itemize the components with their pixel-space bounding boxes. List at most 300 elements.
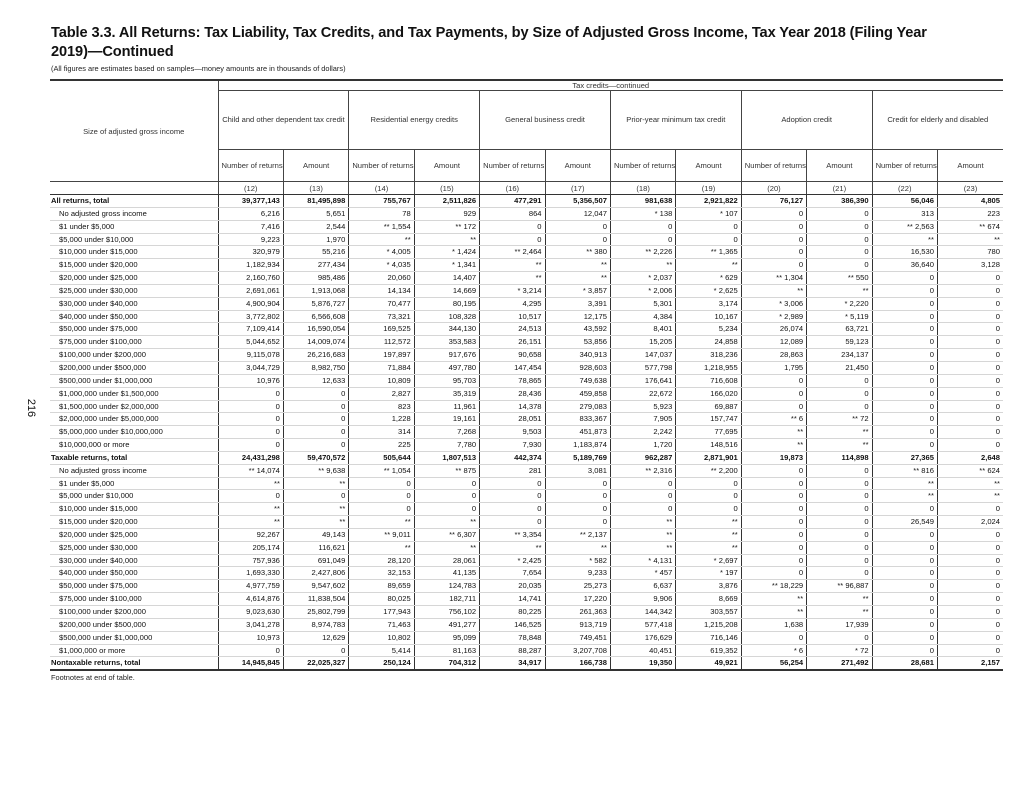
cell-value: 3,044,729: [218, 361, 283, 374]
cell-value: 716,146: [676, 631, 741, 644]
cell-value: 0: [741, 259, 806, 272]
cell-value: 386,390: [807, 195, 872, 208]
column-number: (16): [480, 182, 545, 195]
cell-value: 2,511,826: [414, 195, 479, 208]
cell-value: 108,328: [414, 310, 479, 323]
cell-value: 0: [480, 490, 545, 503]
super-header: Tax credits—continued: [218, 80, 1003, 91]
row-label: $10,000,000 or more: [50, 439, 218, 452]
cell-value: 3,128: [937, 259, 1003, 272]
cell-value: 0: [545, 477, 610, 490]
cell-value: 0: [218, 413, 283, 426]
cell-value: 0: [807, 567, 872, 580]
amount-header: Amount: [676, 150, 741, 182]
cell-value: 0: [676, 490, 741, 503]
cell-value: 0: [414, 477, 479, 490]
cell-value: 0: [937, 284, 1003, 297]
cell-value: 4,900,904: [218, 297, 283, 310]
cell-value: **: [807, 593, 872, 606]
cell-value: 0: [807, 220, 872, 233]
cell-value: 22,025,327: [283, 657, 348, 670]
cell-value: 17,220: [545, 593, 610, 606]
cell-value: 271,492: [807, 657, 872, 670]
cell-value: 10,517: [480, 310, 545, 323]
cell-value: 2,160,760: [218, 272, 283, 285]
cell-value: **: [741, 593, 806, 606]
cell-value: 10,809: [349, 374, 414, 387]
cell-value: 353,583: [414, 336, 479, 349]
cell-value: * 197: [676, 567, 741, 580]
group-header: Prior-year minimum tax credit: [610, 91, 741, 150]
cell-value: 0: [872, 503, 937, 516]
table-row: [50, 323, 1003, 336]
cell-value: 0: [610, 503, 675, 516]
cell-value: 0: [937, 426, 1003, 439]
cell-value: 169,525: [349, 323, 414, 336]
cell-value: 0: [741, 541, 806, 554]
cell-value: * 3,006: [741, 297, 806, 310]
cell-value: **: [414, 233, 479, 246]
row-label: $10,000 under $15,000: [50, 246, 218, 259]
group-header: Credit for elderly and disabled: [872, 91, 1003, 150]
row-label: $5,000 under $10,000: [50, 490, 218, 503]
cell-value: 344,130: [414, 323, 479, 336]
cell-value: * 3,214: [480, 284, 545, 297]
cell-value: 59,470,572: [283, 451, 348, 464]
cell-value: 90,658: [480, 349, 545, 362]
cell-value: 234,137: [807, 349, 872, 362]
column-number: (23): [937, 182, 1003, 195]
number-of-returns-header: Number of returns: [218, 150, 283, 182]
cell-value: 704,312: [414, 657, 479, 670]
number-of-returns-header: Number of returns: [741, 150, 806, 182]
cell-value: **: [741, 606, 806, 619]
cell-value: 0: [283, 413, 348, 426]
cell-value: 0: [872, 618, 937, 631]
cell-value: 12,633: [283, 374, 348, 387]
table-row: [50, 426, 1003, 439]
cell-value: 0: [283, 490, 348, 503]
row-label: $30,000 under $40,000: [50, 554, 218, 567]
number-of-returns-header: Number of returns: [872, 150, 937, 182]
cell-value: 4,614,876: [218, 593, 283, 606]
cell-value: * 2,989: [741, 310, 806, 323]
cell-value: 0: [872, 400, 937, 413]
cell-value: 43,592: [545, 323, 610, 336]
table-row: [50, 554, 1003, 567]
cell-value: 88,287: [480, 644, 545, 657]
cell-value: **: [676, 516, 741, 529]
cell-value: **: [414, 541, 479, 554]
cell-value: 26,074: [741, 323, 806, 336]
cell-value: 12,089: [741, 336, 806, 349]
cell-value: 0: [937, 593, 1003, 606]
cell-value: ** 624: [937, 464, 1003, 477]
cell-value: 3,772,802: [218, 310, 283, 323]
amount-header: Amount: [545, 150, 610, 182]
table-row: [50, 541, 1003, 554]
table-row: [50, 631, 1003, 644]
cell-value: 9,503: [480, 426, 545, 439]
cell-value: 0: [872, 374, 937, 387]
table-row: [50, 567, 1003, 580]
cell-value: 0: [937, 631, 1003, 644]
cell-value: 0: [741, 631, 806, 644]
table-row: [50, 606, 1003, 619]
table-row: [50, 413, 1003, 426]
column-number: (17): [545, 182, 610, 195]
cell-value: 0: [807, 490, 872, 503]
cell-value: 2,544: [283, 220, 348, 233]
cell-value: 1,720: [610, 439, 675, 452]
cell-value: 0: [741, 477, 806, 490]
cell-value: **: [741, 439, 806, 452]
cell-value: 0: [480, 220, 545, 233]
cell-value: 89,659: [349, 580, 414, 593]
cell-value: 4,384: [610, 310, 675, 323]
cell-value: 225: [349, 439, 414, 452]
table-row: [50, 195, 1003, 208]
cell-value: 80,195: [414, 297, 479, 310]
cell-value: **: [610, 528, 675, 541]
cell-value: **: [741, 426, 806, 439]
group-header: Child and other dependent tax credit: [218, 91, 349, 150]
cell-value: **: [807, 426, 872, 439]
column-number: (14): [349, 182, 414, 195]
cell-value: * 138: [610, 207, 675, 220]
cell-value: 28,436: [480, 387, 545, 400]
cell-value: 318,236: [676, 349, 741, 362]
cell-value: 8,669: [676, 593, 741, 606]
table-row: [50, 246, 1003, 259]
cell-value: 39,377,143: [218, 195, 283, 208]
cell-value: 1,182,934: [218, 259, 283, 272]
cell-value: 0: [807, 207, 872, 220]
table-header: [50, 80, 1003, 195]
cell-value: 0: [807, 503, 872, 516]
table-row: [50, 220, 1003, 233]
cell-value: 10,976: [218, 374, 283, 387]
cell-value: 0: [610, 477, 675, 490]
table-row: [50, 528, 1003, 541]
row-label: $100,000 under $200,000: [50, 606, 218, 619]
cell-value: 0: [872, 528, 937, 541]
cell-value: 20,035: [480, 580, 545, 593]
cell-value: 14,378: [480, 400, 545, 413]
cell-value: 5,651: [283, 207, 348, 220]
cell-value: 8,982,750: [283, 361, 348, 374]
cell-value: 63,721: [807, 323, 872, 336]
cell-value: 0: [807, 233, 872, 246]
cell-value: ** 2,316: [610, 464, 675, 477]
cell-value: 6,216: [218, 207, 283, 220]
cell-value: 148,516: [676, 439, 741, 452]
cell-value: 5,234: [676, 323, 741, 336]
cell-value: **: [283, 503, 348, 516]
cell-value: 197,897: [349, 349, 414, 362]
cell-value: 0: [872, 541, 937, 554]
cell-value: * 3,857: [545, 284, 610, 297]
cell-value: 0: [741, 220, 806, 233]
table-row: [50, 593, 1003, 606]
cell-value: ** 550: [807, 272, 872, 285]
cell-value: 70,477: [349, 297, 414, 310]
cell-value: ** 3,354: [480, 528, 545, 541]
cell-value: 2,242: [610, 426, 675, 439]
cell-value: 755,767: [349, 195, 414, 208]
cell-value: 477,291: [480, 195, 545, 208]
row-label: $500,000 under $1,000,000: [50, 631, 218, 644]
cell-value: **: [218, 477, 283, 490]
cell-value: 2,427,806: [283, 567, 348, 580]
table-row: [50, 490, 1003, 503]
cell-value: ** 2,563: [872, 220, 937, 233]
cell-value: 303,557: [676, 606, 741, 619]
cell-value: 314: [349, 426, 414, 439]
row-label: $40,000 under $50,000: [50, 567, 218, 580]
cell-value: 0: [545, 233, 610, 246]
cell-value: **: [741, 284, 806, 297]
table-row: [50, 336, 1003, 349]
cell-value: 0: [807, 246, 872, 259]
column-number: (20): [741, 182, 806, 195]
cell-value: 17,939: [807, 618, 872, 631]
cell-value: 0: [545, 490, 610, 503]
cell-value: 917,676: [414, 349, 479, 362]
cell-value: 0: [676, 220, 741, 233]
cell-value: * 2,697: [676, 554, 741, 567]
cell-value: 26,151: [480, 336, 545, 349]
cell-value: * 2,625: [676, 284, 741, 297]
cell-value: 3,174: [676, 297, 741, 310]
table-row: [50, 259, 1003, 272]
row-label: All returns, total: [50, 195, 218, 208]
cell-value: 55,216: [283, 246, 348, 259]
cell-value: 2,157: [937, 657, 1003, 670]
cell-value: 15,205: [610, 336, 675, 349]
cell-value: 3,041,278: [218, 618, 283, 631]
cell-value: 16,590,054: [283, 323, 348, 336]
cell-value: ** 96,887: [807, 580, 872, 593]
cell-value: * 2,220: [807, 297, 872, 310]
cell-value: 5,876,727: [283, 297, 348, 310]
cell-value: 28,863: [741, 349, 806, 362]
cell-value: 10,167: [676, 310, 741, 323]
cell-value: 223: [937, 207, 1003, 220]
cell-value: **: [872, 477, 937, 490]
cell-value: ** 18,229: [741, 580, 806, 593]
cell-value: 25,802,799: [283, 606, 348, 619]
column-number: (22): [872, 182, 937, 195]
cell-value: 176,629: [610, 631, 675, 644]
cell-value: 5,189,769: [545, 451, 610, 464]
cell-value: 0: [676, 503, 741, 516]
cell-value: 0: [545, 220, 610, 233]
cell-value: 41,135: [414, 567, 479, 580]
cell-value: 71,463: [349, 618, 414, 631]
cell-value: 0: [610, 220, 675, 233]
cell-value: 14,407: [414, 272, 479, 285]
cell-value: 320,979: [218, 246, 283, 259]
cell-value: 28,061: [414, 554, 479, 567]
cell-value: 577,418: [610, 618, 675, 631]
cell-value: 19,873: [741, 451, 806, 464]
cell-value: **: [807, 439, 872, 452]
cell-value: 577,798: [610, 361, 675, 374]
row-label: $2,000,000 under $5,000,000: [50, 413, 218, 426]
cell-value: 281: [480, 464, 545, 477]
row-label: No adjusted gross income: [50, 207, 218, 220]
cell-value: 0: [218, 644, 283, 657]
cell-value: 5,044,652: [218, 336, 283, 349]
cell-value: 0: [741, 464, 806, 477]
cell-value: 0: [937, 618, 1003, 631]
table-row: [50, 451, 1003, 464]
cell-value: 11,838,504: [283, 593, 348, 606]
cell-value: 24,513: [480, 323, 545, 336]
cell-value: 0: [741, 554, 806, 567]
cell-value: 0: [349, 490, 414, 503]
cell-value: 14,669: [414, 284, 479, 297]
cell-value: 0: [937, 387, 1003, 400]
cell-value: **: [545, 272, 610, 285]
cell-value: 0: [218, 490, 283, 503]
cell-value: 0: [872, 297, 937, 310]
cell-value: 0: [283, 644, 348, 657]
cell-value: 80,025: [349, 593, 414, 606]
cell-value: 205,174: [218, 541, 283, 554]
cell-value: 73,321: [349, 310, 414, 323]
cell-value: 756,102: [414, 606, 479, 619]
table-row: [50, 580, 1003, 593]
cell-value: 0: [872, 644, 937, 657]
cell-value: 0: [283, 400, 348, 413]
cell-value: 0: [807, 464, 872, 477]
cell-value: 0: [741, 528, 806, 541]
cell-value: 340,913: [545, 349, 610, 362]
cell-value: 0: [807, 528, 872, 541]
cell-value: 1,693,330: [218, 567, 283, 580]
cell-value: 0: [741, 207, 806, 220]
cell-value: 0: [218, 400, 283, 413]
cell-value: 0: [872, 272, 937, 285]
cell-value: 0: [937, 400, 1003, 413]
table-row: [50, 233, 1003, 246]
cell-value: 0: [872, 323, 937, 336]
cell-value: 0: [545, 516, 610, 529]
cell-value: 780: [937, 246, 1003, 259]
cell-value: ** 72: [807, 413, 872, 426]
cell-value: 9,223: [218, 233, 283, 246]
cell-value: 95,703: [414, 374, 479, 387]
table-row: [50, 284, 1003, 297]
cell-value: 71,884: [349, 361, 414, 374]
table-row: [50, 272, 1003, 285]
cell-value: **: [283, 477, 348, 490]
cell-value: **: [610, 516, 675, 529]
cell-value: 28,051: [480, 413, 545, 426]
cell-value: **: [937, 477, 1003, 490]
table-body: [50, 195, 1003, 671]
table-row: [50, 297, 1003, 310]
cell-value: ** 1,554: [349, 220, 414, 233]
cell-value: 7,109,414: [218, 323, 283, 336]
cell-value: 0: [872, 593, 937, 606]
cell-value: 0: [937, 554, 1003, 567]
cell-value: ** 2,200: [676, 464, 741, 477]
cell-value: 78,848: [480, 631, 545, 644]
cell-value: 833,367: [545, 413, 610, 426]
column-number: (18): [610, 182, 675, 195]
cell-value: 0: [937, 374, 1003, 387]
table-row: [50, 644, 1003, 657]
cell-value: ** 172: [414, 220, 479, 233]
cell-value: * 1,424: [414, 246, 479, 259]
cell-value: 49,921: [676, 657, 741, 670]
cell-value: 1,228: [349, 413, 414, 426]
cell-value: 40,451: [610, 644, 675, 657]
cell-value: 116,621: [283, 541, 348, 554]
cell-value: 0: [741, 233, 806, 246]
cell-value: 176,641: [610, 374, 675, 387]
cell-value: 0: [807, 554, 872, 567]
cell-value: 913,719: [545, 618, 610, 631]
row-label: $200,000 under $500,000: [50, 618, 218, 631]
row-label: $75,000 under $100,000: [50, 593, 218, 606]
cell-value: 3,876: [676, 580, 741, 593]
cell-value: 69,887: [676, 400, 741, 413]
cell-value: **: [937, 490, 1003, 503]
cell-value: * 457: [610, 567, 675, 580]
cell-value: 28,681: [872, 657, 937, 670]
cell-value: 749,451: [545, 631, 610, 644]
cell-value: 928,603: [545, 361, 610, 374]
cell-value: * 72: [807, 644, 872, 657]
cell-value: 442,374: [480, 451, 545, 464]
row-label: $30,000 under $40,000: [50, 297, 218, 310]
cell-value: 962,287: [610, 451, 675, 464]
cell-value: 1,795: [741, 361, 806, 374]
cell-value: ** 6,307: [414, 528, 479, 541]
cell-value: 0: [872, 631, 937, 644]
cell-value: 1,215,208: [676, 618, 741, 631]
cell-value: 1,913,068: [283, 284, 348, 297]
cell-value: 166,738: [545, 657, 610, 670]
table-subtitle: (All figures are estimates based on samples—money amounts are in thousands of dollars): [51, 64, 346, 73]
cell-value: 823: [349, 400, 414, 413]
cell-value: **: [872, 490, 937, 503]
cell-value: **: [676, 259, 741, 272]
row-label: $10,000 under $15,000: [50, 503, 218, 516]
cell-value: 619,352: [676, 644, 741, 657]
cell-value: 0: [872, 336, 937, 349]
cell-value: 0: [872, 284, 937, 297]
row-label: $15,000 under $20,000: [50, 259, 218, 272]
cell-value: **: [937, 233, 1003, 246]
cell-value: 56,254: [741, 657, 806, 670]
cell-value: 0: [872, 567, 937, 580]
cell-value: ** 6: [741, 413, 806, 426]
amount-header: Amount: [283, 150, 348, 182]
cell-value: 864: [480, 207, 545, 220]
cell-value: 5,414: [349, 644, 414, 657]
cell-value: **: [676, 528, 741, 541]
cell-value: **: [676, 541, 741, 554]
cell-value: ** 9,011: [349, 528, 414, 541]
cell-value: 0: [937, 413, 1003, 426]
cell-value: 505,644: [349, 451, 414, 464]
cell-value: 4,295: [480, 297, 545, 310]
